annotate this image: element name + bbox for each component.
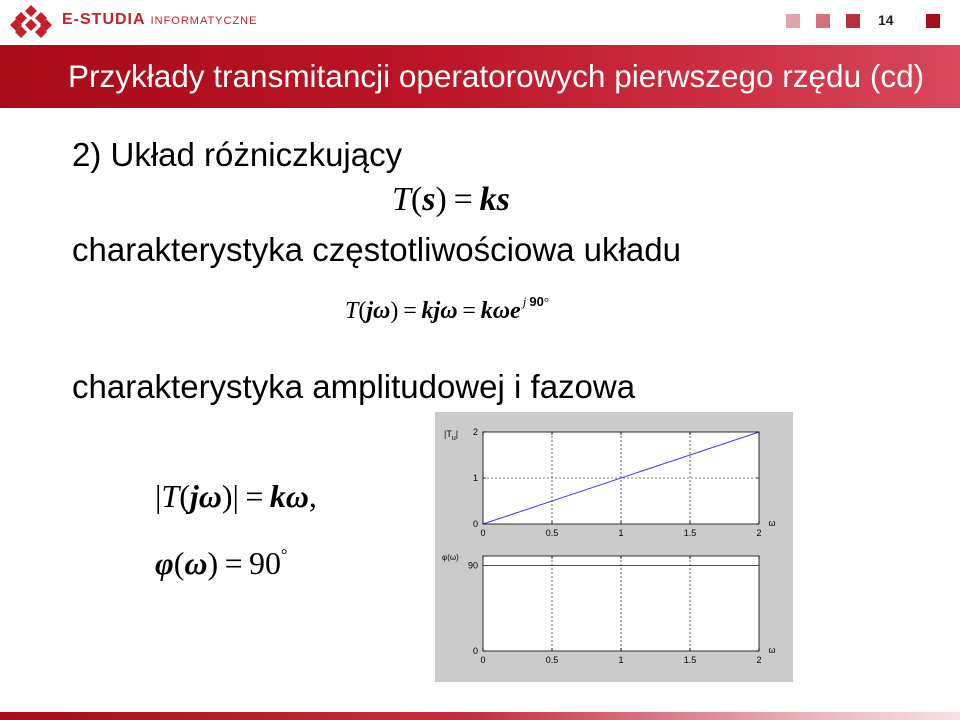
formula-equals: = — [224, 545, 243, 581]
formula-paren: ) — [221, 478, 233, 514]
formula-paren: ) — [435, 181, 447, 218]
phase-x-axis-label: ω — [768, 645, 776, 655]
progress-square-dark — [846, 14, 860, 28]
bode-plot-svg — [435, 412, 793, 682]
exponent-imaginary-unit: j — [522, 294, 527, 309]
phase-formula — [155, 543, 287, 590]
brand-logo — [62, 11, 257, 29]
formula-symbol: T — [392, 181, 411, 218]
formula-paren: ) — [390, 298, 399, 324]
formula-symbol: kjω — [421, 298, 458, 324]
formula-comma: , — [308, 478, 317, 514]
formula-equals: = — [453, 181, 473, 218]
exponent-degree: ° — [543, 294, 550, 309]
amplitude-y-tick-label: 1 — [472, 473, 478, 483]
frequency-response-formula — [345, 296, 549, 329]
y-axis-label-main: |T — [444, 429, 452, 439]
phase-x-tick-label: 0.5 — [545, 655, 559, 665]
formula-symbol: φ — [155, 545, 174, 581]
formula-paren: ( — [358, 298, 367, 324]
formula-symbol: T — [345, 298, 359, 324]
formula-symbol: ks — [479, 181, 510, 218]
transfer-function-formula — [392, 180, 510, 220]
e-studia-logo-icon — [10, 5, 52, 39]
formula-symbol: T — [161, 478, 180, 514]
phase-x-tick-label: 1 — [618, 655, 624, 665]
formula-symbol: ω — [184, 545, 208, 581]
amplitude-phase-heading: charakterystyka amplitudowej i fazowa — [72, 368, 636, 405]
page-number: 14 — [878, 12, 894, 28]
formula-paren: ) — [207, 545, 219, 581]
bode-plot-panel — [435, 412, 793, 682]
phase-x-tick-label: 0 — [480, 655, 486, 665]
amplitude-x-tick-label: 0.5 — [545, 528, 559, 538]
phase-plot — [442, 553, 776, 665]
amplitude-plot — [444, 427, 776, 538]
formula-symbol: s — [422, 181, 436, 218]
amplitude-y-axis-label — [444, 429, 458, 442]
phase-x-tick-label: 1.5 — [683, 655, 697, 665]
phase-y-tick-label: 90 — [467, 560, 478, 571]
formula-value: 90 — [249, 545, 281, 581]
formula-symbol: jω — [366, 298, 391, 324]
formula-paren: ( — [173, 545, 185, 581]
y-axis-label-end: | — [455, 429, 459, 439]
formula-equals: = — [403, 298, 417, 324]
footer-bar — [0, 712, 960, 720]
formula-abs-bar: | — [155, 478, 162, 514]
amplitude-x-tick-label: 1 — [618, 528, 624, 538]
amplitude-x-axis-label: ω — [768, 518, 776, 528]
formula-equals: = — [462, 298, 476, 324]
formula-symbol: kωe — [480, 298, 521, 324]
phase-y-axis-label: φ(ω) — [442, 553, 459, 562]
formula-equals: = — [245, 478, 264, 514]
amplitude-x-tick-label: 2 — [756, 528, 762, 538]
formula-symbol: jω — [189, 478, 222, 514]
progress-square-medium — [816, 14, 830, 28]
formula-symbol: kω — [269, 478, 309, 514]
formula-paren: ( — [179, 478, 190, 514]
formula-paren: ( — [410, 181, 423, 218]
magnitude-formula — [155, 476, 317, 516]
slide-title: Przykłady transmitancji operatorowych pierwszego rzędu (cd) — [68, 58, 925, 94]
amplitude-y-tick-label: 2 — [472, 427, 478, 437]
progress-square-light — [786, 14, 800, 28]
phase-x-tick-label: 2 — [756, 655, 762, 665]
brand-name: E-STUDIA — [62, 11, 146, 28]
formula-degree: ° — [281, 547, 288, 564]
formula-exponent — [523, 294, 549, 309]
formula-abs-bar: | — [232, 478, 239, 514]
amplitude-x-tick-label: 1.5 — [683, 528, 697, 538]
section-heading: 2) Układ różniczkujący — [72, 136, 403, 173]
y-axis-label-subscript: u — [451, 435, 456, 442]
progress-square-current — [926, 14, 940, 28]
brand-subtitle: INFORMATYCZNE — [150, 15, 258, 27]
exponent-angle: 90 — [529, 294, 544, 309]
frequency-response-heading: charakterystyka częstotliwościowa układu — [72, 231, 681, 268]
amplitude-x-tick-label: 0 — [480, 528, 486, 538]
title-banner — [0, 45, 960, 108]
phase-y-tick-label: 0 — [472, 646, 478, 656]
amplitude-y-tick-label: 0 — [472, 519, 478, 529]
